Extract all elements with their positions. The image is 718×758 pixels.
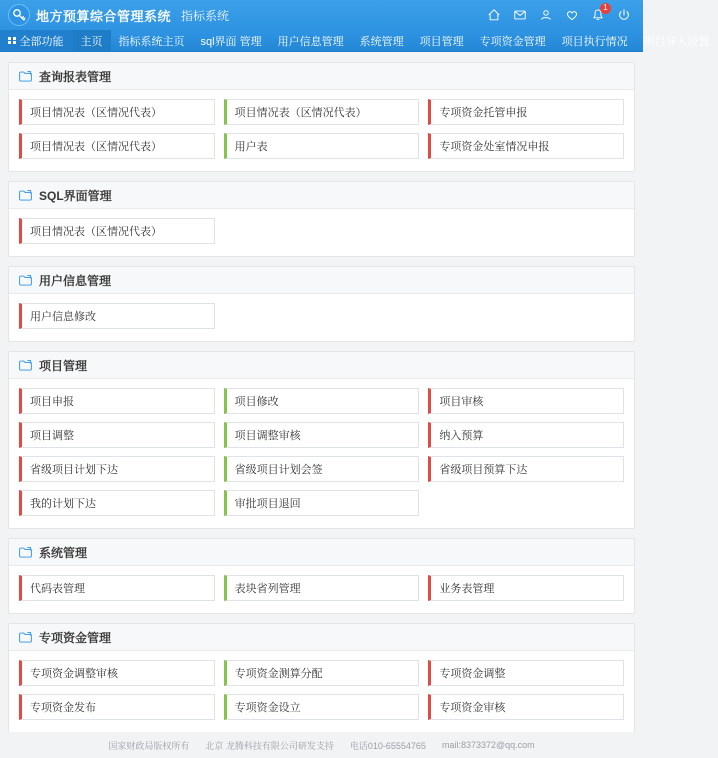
cell — [19, 218, 215, 244]
panel-body — [9, 209, 634, 256]
panel-header — [9, 352, 634, 379]
btn-fund-setup[interactable]: 专项资金设立 — [224, 694, 420, 720]
app-title: 地方预算综合管理系统 — [36, 8, 172, 24]
user-icon[interactable] — [538, 8, 553, 23]
cell — [19, 422, 215, 448]
btn-province-plan-countersign[interactable]: 省级项目计划会签 — [224, 456, 420, 482]
button-row — [19, 575, 624, 601]
btn-fund-adjust-audit[interactable]: 专项资金调整审核 — [19, 660, 215, 686]
nav-all-label: 全部功能 — [19, 35, 64, 48]
btn-fund-calc-allocate[interactable]: 专项资金测算分配 — [224, 660, 420, 686]
cell — [428, 133, 624, 159]
folder-icon — [19, 632, 32, 643]
btn-project-modify[interactable]: 项目修改 — [224, 388, 420, 414]
btn-user-info-edit[interactable]: 用户信息修改 — [19, 303, 215, 329]
cell — [224, 422, 420, 448]
footer-copyright: 国家财政局版权所有 — [108, 740, 190, 751]
btn-table-column-management[interactable]: 表块省列管理 — [224, 575, 420, 601]
btn-project-status-2[interactable]: 项目情况表（区情况代表） — [224, 99, 420, 125]
button-row — [19, 694, 624, 720]
button-row — [19, 456, 624, 482]
panel-title: SQL界面管理 — [39, 188, 112, 203]
btn-fund-adjust[interactable]: 专项资金调整 — [428, 660, 624, 686]
panel-header — [9, 182, 634, 209]
btn-project-audit[interactable]: 项目审核 — [428, 388, 624, 414]
cell — [19, 388, 215, 414]
cell — [224, 388, 420, 414]
cell — [428, 456, 624, 482]
nav-item-indicator-home[interactable] — [111, 30, 193, 51]
btn-code-table-management[interactable]: 代码表管理 — [19, 575, 215, 601]
cell — [428, 660, 624, 686]
button-row — [19, 388, 624, 414]
panel-header — [9, 539, 634, 566]
cell — [224, 99, 420, 125]
btn-province-budget-issue[interactable]: 省级项目预算下达 — [428, 456, 624, 482]
cell — [19, 490, 215, 516]
cell — [224, 133, 420, 159]
panel-body — [9, 294, 634, 341]
nav-item-import-settings[interactable] — [636, 30, 718, 51]
nav-label: 系统管理 — [359, 35, 404, 48]
button-row — [19, 218, 624, 244]
folder-icon — [19, 275, 32, 286]
cell — [19, 575, 215, 601]
app-subtitle: 指标系统 — [181, 8, 230, 23]
panel-body — [9, 566, 634, 613]
folder-icon — [19, 190, 32, 201]
panel-query-report — [8, 62, 635, 172]
footer-mail: mail:8373372@qq.com — [441, 740, 535, 750]
nav-item-project[interactable] — [412, 30, 472, 51]
cell — [19, 133, 215, 159]
panel-title: 用户信息管理 — [39, 273, 112, 288]
panel-title: 查询报表管理 — [39, 69, 112, 84]
btn-business-table-management[interactable]: 业务表管理 — [428, 575, 624, 601]
footer — [0, 732, 643, 758]
panel-header — [9, 267, 634, 294]
cell — [19, 303, 215, 329]
cell — [19, 660, 215, 686]
footer-company: 北京 龙腾科技有限公司研发支持 — [205, 740, 334, 751]
grid-icon — [8, 37, 16, 45]
nav-label: 指标系统主页 — [118, 35, 185, 48]
panel-sql-interface — [8, 181, 635, 257]
notification-badge: 1 — [600, 3, 611, 14]
panel-project-management — [8, 351, 635, 529]
btn-include-budget[interactable]: 纳入预算 — [428, 422, 624, 448]
btn-fund-audit[interactable]: 专项资金审核 — [428, 694, 624, 720]
btn-project-declare[interactable]: 项目申报 — [19, 388, 215, 414]
home-icon[interactable] — [486, 8, 501, 23]
nav-all-functions[interactable] — [0, 30, 73, 51]
cell — [224, 660, 420, 686]
btn-project-status-3[interactable]: 项目情况表（区情况代表） — [19, 133, 215, 159]
folder-icon — [19, 547, 32, 558]
nav-item-user-info[interactable] — [270, 30, 352, 51]
btn-special-fund-trust-declare[interactable]: 专项资金托管申报 — [428, 99, 624, 125]
nav-label: 主页 — [80, 35, 103, 48]
nav-label: 专项资金管理 — [479, 35, 546, 48]
panel-body — [9, 90, 634, 171]
nav-label: 项目执行情况 — [561, 35, 628, 48]
notification-icon[interactable] — [590, 2, 608, 23]
footer-phone: 电话010-65554765 — [349, 740, 426, 751]
content-area — [0, 52, 643, 732]
cell — [224, 575, 420, 601]
cell — [428, 99, 624, 125]
panel-header — [9, 63, 634, 90]
button-row — [19, 303, 624, 329]
nav-item-special-fund[interactable] — [472, 30, 554, 51]
logout-icon[interactable] — [616, 8, 631, 23]
nav-item-sql[interactable] — [193, 30, 270, 51]
panel-title: 项目管理 — [39, 358, 88, 373]
nav-item-system[interactable] — [352, 30, 412, 51]
nav-label: 用户信息管理 — [277, 35, 344, 48]
folder-icon — [19, 71, 32, 82]
cell — [19, 456, 215, 482]
panel-user-info — [8, 266, 635, 342]
btn-project-adjust-audit[interactable]: 项目调整审核 — [224, 422, 420, 448]
nav-item-home[interactable] — [73, 30, 111, 51]
btn-special-fund-office-declare[interactable]: 专项资金处室情况申报 — [428, 133, 624, 159]
key-logo-icon — [8, 4, 30, 26]
nav-label: sql界面 管理 — [200, 35, 262, 48]
panel-body — [9, 379, 634, 528]
panel-title: 系统管理 — [39, 545, 88, 560]
cell — [224, 456, 420, 482]
nav-label: 项目导入设置 — [643, 35, 710, 48]
btn-my-plan-issue[interactable]: 我的计划下达 — [19, 490, 215, 516]
panel-title: 专项资金管理 — [39, 630, 112, 645]
btn-project-status-1[interactable]: 项目情况表（区情况代表） — [19, 99, 215, 125]
nav-item-execution[interactable] — [554, 30, 636, 51]
cell — [224, 694, 420, 720]
top-icon-group — [486, 2, 635, 23]
cell — [19, 694, 215, 720]
button-row — [19, 660, 624, 686]
button-row — [19, 490, 624, 516]
btn-fund-publish[interactable]: 专项资金发布 — [19, 694, 215, 720]
cell — [224, 490, 420, 516]
panel-body — [9, 651, 634, 732]
nav-label: 项目管理 — [419, 35, 464, 48]
btn-project-return[interactable]: 审批项目退回 — [224, 490, 420, 516]
cell — [428, 388, 624, 414]
btn-sql-project-status[interactable]: 项目情况表（区情况代表） — [19, 218, 215, 244]
cell — [428, 694, 624, 720]
btn-province-plan-issue[interactable]: 省级项目计划下达 — [19, 456, 215, 482]
cell — [428, 575, 624, 601]
favorite-icon[interactable] — [564, 8, 579, 23]
main-nav — [0, 30, 710, 52]
btn-project-adjust[interactable]: 项目调整 — [19, 422, 215, 448]
panel-header — [9, 624, 634, 651]
cell — [428, 422, 624, 448]
message-icon[interactable] — [512, 8, 527, 23]
button-row — [19, 99, 624, 125]
top-bar — [0, 0, 643, 30]
btn-user-table[interactable]: 用户表 — [224, 133, 420, 159]
button-row — [19, 133, 624, 159]
panel-system-management — [8, 538, 635, 614]
cell — [19, 99, 215, 125]
panel-special-fund-management — [8, 623, 635, 733]
button-row — [19, 422, 624, 448]
folder-icon — [19, 360, 32, 371]
